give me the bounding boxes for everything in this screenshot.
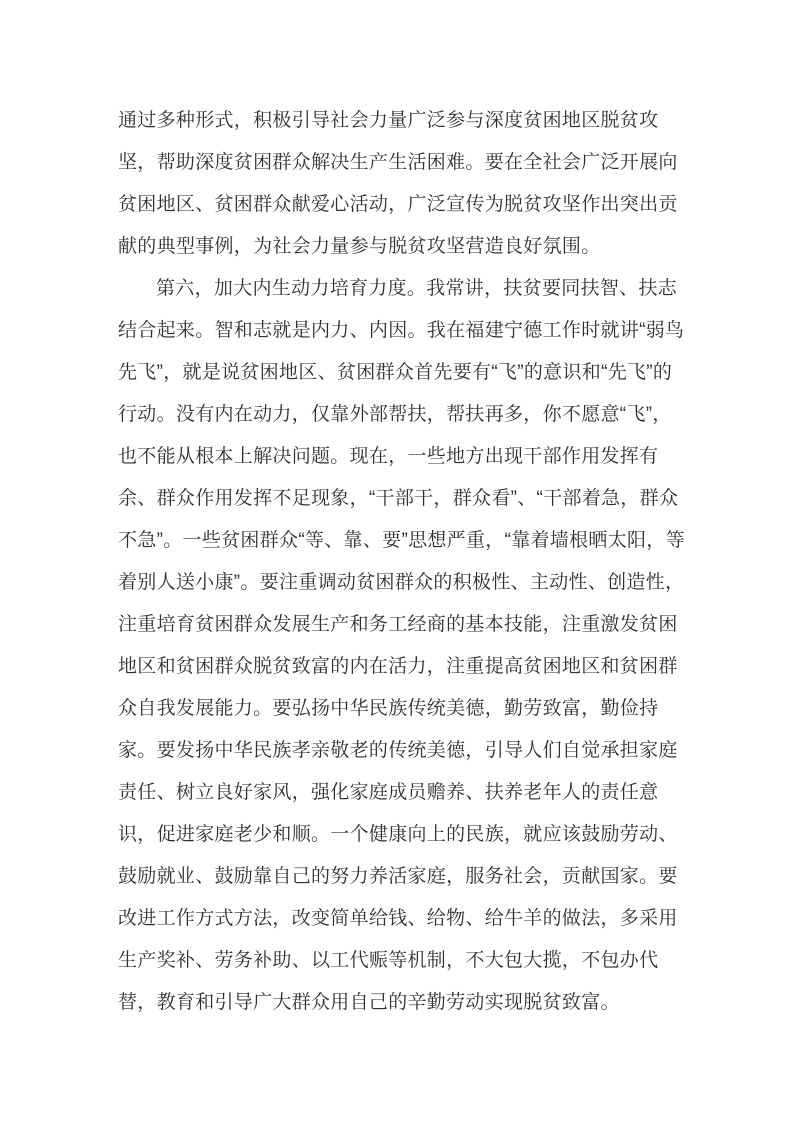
text-line: 改进工作方式方法，改变简单给钱、给物、给牛羊的做法，多采用 <box>118 908 678 929</box>
paragraph <box>118 268 684 1024</box>
text-line: 行动。没有内在动力，仅靠外部帮扶，帮扶再多，你不愿意“飞”， <box>118 404 672 425</box>
text-line: 鼓励就业、鼓励靠自己的努力养活家庭，服务社会，贡献国家。要 <box>118 866 678 887</box>
text-line: 结合起来。智和志就是内力、内因。我在福建宁德工作时就讲“弱鸟 <box>118 320 685 341</box>
text-line: 地区和贫困群众脱贫致富的内在活力，注重提高贫困地区和贫困群 <box>118 656 678 677</box>
text-line: 通过多种形式，积极引导社会力量广泛参与深度贫困地区脱贫攻 <box>118 110 659 131</box>
text-line: 众自我发展能力。要弘扬中华民族传统美德，勤劳致富，勤俭持 <box>118 698 659 719</box>
text-line: 注重培育贫困群众发展生产和务工经商的基本技能，注重激发贫困 <box>118 614 678 635</box>
text-line: 识，促进家庭老少和顺。一个健康向上的民族，就应该鼓励劳动、 <box>118 824 678 845</box>
text-line: 第六，加大内生动力培育力度。我常讲，扶贫要同扶智、扶志 <box>156 278 678 299</box>
text-line: 也不能从根本上解决问题。现在，一些地方出现干部作用发挥有 <box>118 446 659 467</box>
text-line: 贫困地区、贫困群众献爱心活动，广泛宣传为脱贫攻坚作出突出贡 <box>118 194 678 215</box>
text-line: 不急”。一些贫困群众“等、靠、要”思想严重，“靠着墙根晒太阳，等 <box>118 530 685 551</box>
text-line: 生产奖补、劳务补助、以工代赈等机制，不大包大揽，不包办代 <box>118 950 659 971</box>
text-line: 坚，帮助深度贫困群众解决生产生活困难。要在全社会广泛开展向 <box>118 152 678 173</box>
document-body <box>118 100 684 1024</box>
text-line: 献的典型事例，为社会力量参与脱贫攻坚营造良好氛围。 <box>118 236 601 257</box>
text-line: 余、群众作用发挥不足现象，“干部干，群众看”、“干部着急，群众 <box>118 488 679 509</box>
paragraph <box>118 100 684 268</box>
text-line: 替，教育和引导广大群众用自己的辛勤劳动实现脱贫致富。 <box>118 992 620 1013</box>
text-line: 责任、树立良好家风，强化家庭成员赡养、扶养老年人的责任意 <box>118 782 659 803</box>
text-line: 家。要发扬中华民族孝亲敬老的传统美德，引导人们自觉承担家庭 <box>118 740 678 761</box>
text-line: 着别人送小康”。要注重调动贫困群众的积极性、主动性、创造性， <box>118 572 685 593</box>
text-line: 先飞”，就是说贫困地区、贫困群众首先要有“飞”的意识和“先飞”的 <box>118 362 673 383</box>
